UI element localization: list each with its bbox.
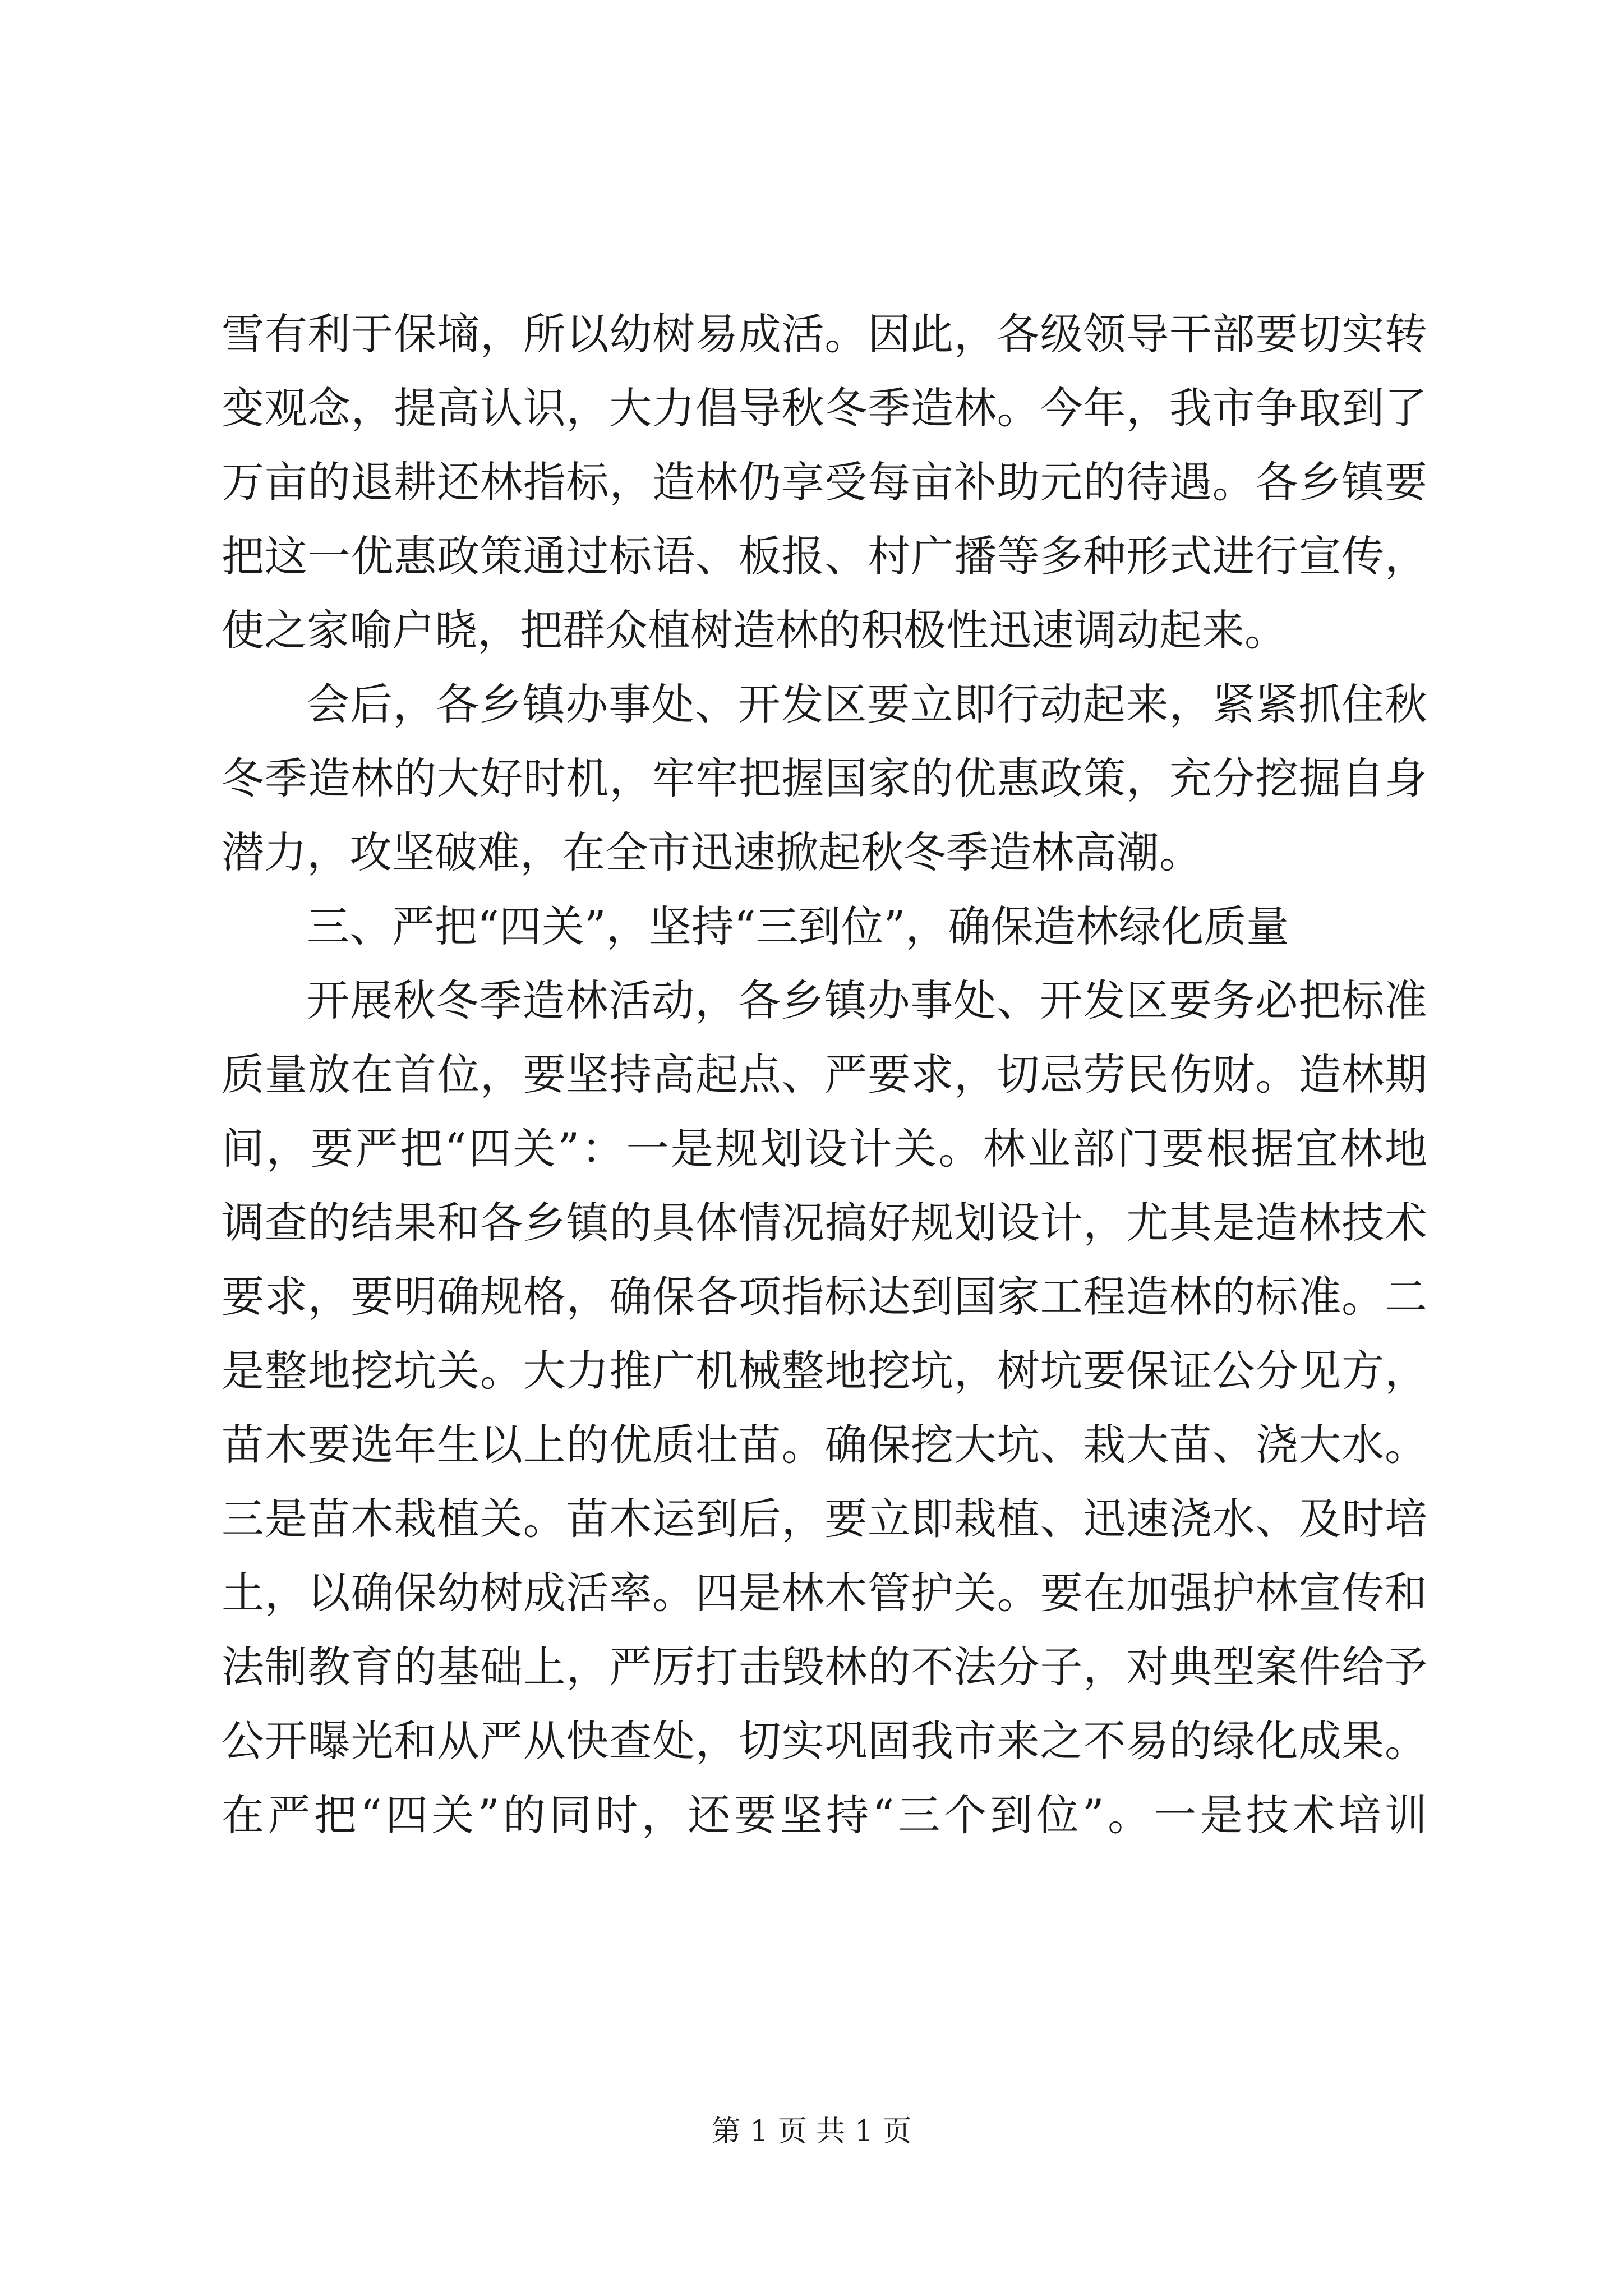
text-line: 是整地挖坑关。大力推广机械整地挖坑，树坑要保证公分见方， <box>222 1346 1427 1396</box>
text-line: 三是苗木栽植关。苗木运到后，要立即栽植、迅速浇水、及时培 <box>222 1494 1427 1544</box>
text-line: 使之家喻户晓，把群众植树造林的积极性迅速调动起来。 <box>222 605 1287 655</box>
text-line: 开展秋冬季造林活动，各乡镇办事处、开发区要务必把标准 <box>307 976 1427 1025</box>
text-line: 质量放在首位，要坚持高起点、严要求，切忌劳民伤财。造林期 <box>222 1050 1427 1099</box>
text-line: 会后，各乡镇办事处、开发区要立即行动起来，紧紧抓住秋 <box>307 679 1427 729</box>
page-footer: 第 1 页 共 1 页 <box>711 2115 912 2148</box>
text-line: 土，以确保幼树成活率。四是林木管护关。要在加强护林宣传和 <box>222 1568 1427 1618</box>
text-line: 万亩的退耕还林指标，造林仍享受每亩补助元的待遇。各乡镇要 <box>222 457 1427 507</box>
text-line: 间，要严把“四关”：一是规划设计关。林业部门要根据宜林地 <box>222 1124 1427 1174</box>
text-line: 变观念，提高认识，大力倡导秋冬季造林。今年，我市争取到了 <box>222 383 1427 433</box>
text-line: 潜力，攻坚破难，在全市迅速掀起秋冬季造林高潮。 <box>222 827 1202 877</box>
text-line: 把这一优惠政策通过标语、板报、村广播等多种形式进行宣传， <box>222 531 1427 581</box>
text-line: 在严把“四关”的同时，还要坚持“三个到位”。一是技术培训 <box>222 1790 1427 1840</box>
text-line: 法制教育的基础上，严厉打击毁林的不法分子，对典型案件给予 <box>222 1642 1427 1692</box>
text-line: 要求，要明确规格，确保各项指标达到国家工程造林的标准。二 <box>222 1272 1427 1322</box>
text-line: 公开曝光和从严从快查处，切实巩固我市来之不易的绿化成果。 <box>222 1716 1427 1766</box>
text-line: 苗木要选年生以上的优质壮苗。确保挖大坑、栽大苗、浇大水。 <box>222 1420 1427 1470</box>
body-text <box>222 297 1427 1852</box>
section-heading: 三、严把“四关”，坚持“三到位”，确保造林绿化质量 <box>307 901 1289 951</box>
text-line: 调查的结果和各乡镇的具体情况搞好规划设计，尤其是造林技术 <box>222 1198 1427 1248</box>
text-line: 冬季造林的大好时机，牢牢把握国家的优惠政策，充分挖掘自身 <box>222 753 1427 803</box>
text-line: 雪有利于保墒，所以幼树易成活。因此，各级领导干部要切实转 <box>222 309 1427 359</box>
